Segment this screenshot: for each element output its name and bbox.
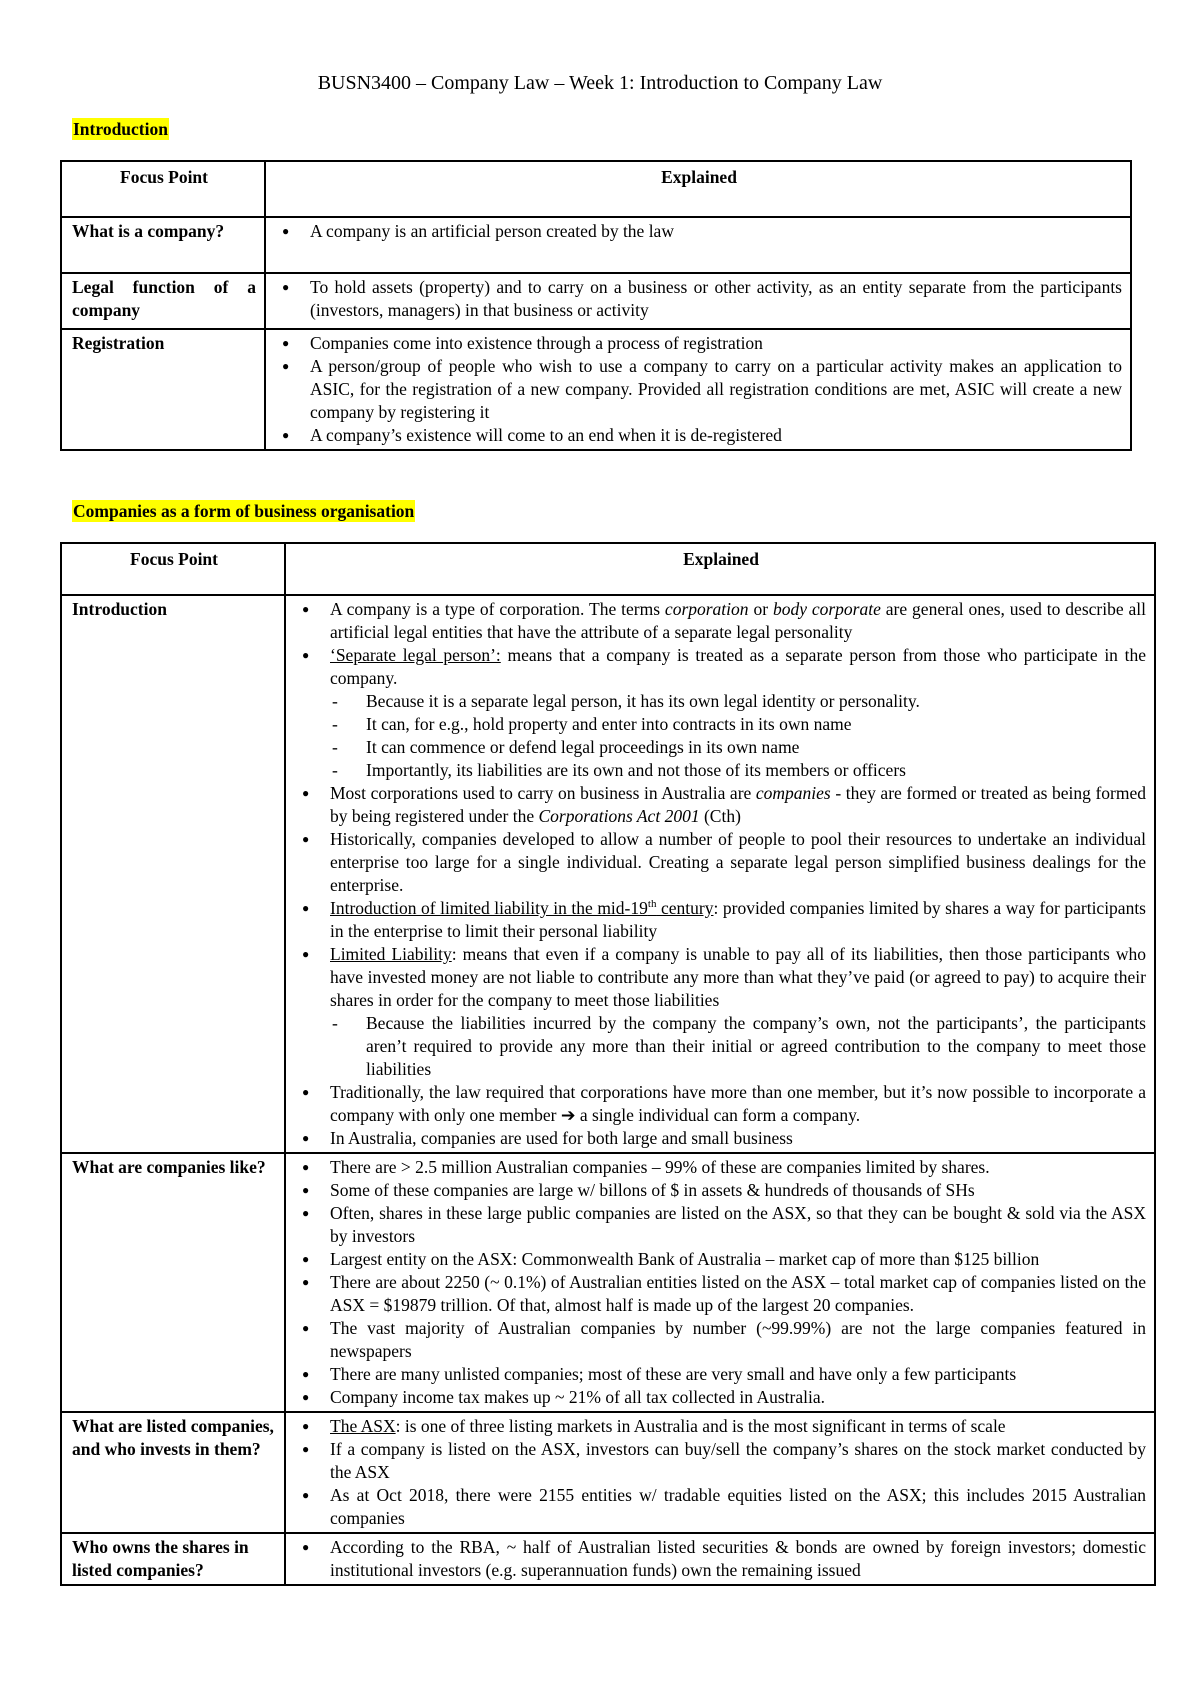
bullet-point: ● There are about 2250 (~ 0.1%) of Australian entities listed on the ASX – total market cap of companies listed on the ASX = $19879 trillion. Of that, almost half is made up of the largest 20 companies. — [296, 1271, 1146, 1317]
table-row — [61, 273, 1131, 329]
bullet-point: ● Limited Liability: means that even if a company is unable to pay all of its liabilities, then those participants who have invested money are not liable to contribute any more than what they’ve paid (or agreed to pay) to acquire their shares in order for the company to meet those liabilities - Because the liabilities incurred by the company the company’s own, not the participants’, the participants aren’t required to provide any more than their initial or agreed contribution to the company to meet those liabilities — [296, 943, 1146, 1081]
section-heading-introduction: Introduction — [73, 119, 168, 139]
bullet-point: ● As at Oct 2018, there were 2155 entities w/ tradable equities listed on the ASX; this includes 2015 Australian companies — [296, 1484, 1146, 1530]
bullet-point: ● Traditionally, the law required that corporations have more than one member, but it’s now possible to incorporate a company with only one member ➔ a single individual can form a company. — [296, 1081, 1146, 1127]
bullet-point: ● The vast majority of Australian companies by number (~99.99%) are not the large companies featured in newspapers — [296, 1317, 1146, 1363]
bullet-point: ● In Australia, companies are used for both large and small business — [296, 1127, 1146, 1150]
col-header-explained: Explained — [285, 543, 1155, 595]
bullet-point: ● If a company is listed on the ASX, investors can buy/sell the company’s shares on the stock market conducted by the ASX — [296, 1438, 1146, 1484]
sub-point: - It can commence or defend legal proceedings in its own name — [330, 736, 1146, 759]
bullet-point: ● A company is an artificial person created by the law — [276, 220, 1122, 243]
bullet-point: ● Company income tax makes up ~ 21% of all tax collected in Australia. — [296, 1386, 1146, 1409]
explained-cell — [265, 329, 1131, 450]
bullet-point: ● ‘Separate legal person’: means that a company is treated as a separate person from those who participate in the company. - Because it is a separate legal person, it has its own legal identity or personality. - It can, for e.g., hold property and enter into contracts in its own name - It can commence or defend legal proceedings in its own name - Importantly, its liabilities are its own and not those of its members or officers — [296, 644, 1146, 782]
focus-point-cell: What are companies like? — [61, 1153, 285, 1412]
focus-point-cell: Legal function of a company — [61, 273, 265, 329]
bullet-point: ● There are > 2.5 million Australian companies – 99% of these are companies limited by shares. — [296, 1156, 1146, 1179]
bullet-point: ● A company’s existence will come to an end when it is de-registered — [276, 424, 1122, 447]
bullet-point: ● Some of these companies are large w/ billons of $ in assets & hundreds of thousands of SHs — [296, 1179, 1146, 1202]
explained-cell — [285, 1153, 1155, 1412]
focus-point-cell: Registration — [61, 329, 265, 450]
bullet-point: ● To hold assets (property) and to carry on a business or other activity, as an entity separate from the participants (investors, managers) in that business or activity — [276, 276, 1122, 322]
bullet-point: ● There are many unlisted companies; most of these are very small and have only a few participants — [296, 1363, 1146, 1386]
bullet-point: ● Historically, companies developed to allow a number of people to pool their resources to undertake an individual enterprise too large for a single individual. Creating a separate legal person simplified business dealings for the enterprise. — [296, 828, 1146, 897]
focus-point-cell: Who owns the shares in listed companies? — [61, 1533, 285, 1585]
bullet-point: ● The ASX: is one of three listing markets in Australia and is the most significant in terms of scale — [296, 1415, 1146, 1438]
document-title: BUSN3400 – Company Law – Week 1: Introduction to Company Law — [317, 72, 883, 94]
col-header-explained: Explained — [265, 161, 1131, 217]
focus-point-cell: What are listed companies, and who invests in them? — [61, 1412, 285, 1533]
col-header-focus-point: Focus Point — [61, 543, 285, 595]
explained-cell — [265, 217, 1131, 273]
table-row — [61, 217, 1131, 273]
bullet-point: ● Most corporations used to carry on business in Australia are companies - they are formed or treated as being formed by being registered under the Corporations Act 2001 (Cth) — [296, 782, 1146, 828]
explained-cell — [265, 273, 1131, 329]
section-heading-business-organisation: Companies as a form of business organisation — [73, 501, 415, 521]
sub-point: - Because the liabilities incurred by the company the company’s own, not the participants’, the participants aren’t required to provide any more than their initial or agreed contribution to the company to meet those liabilities — [330, 1012, 1146, 1081]
bullet-point: ● Often, shares in these large public companies are listed on the ASX, so that they can be bought & sold via the ASX by investors — [296, 1202, 1146, 1248]
table-row — [61, 595, 1155, 1153]
explained-cell — [285, 1533, 1155, 1585]
bullet-point: ● Largest entity on the ASX: Commonwealth Bank of Australia – market cap of more than $125 billion — [296, 1248, 1146, 1271]
explained-cell — [285, 595, 1155, 1153]
table-row — [61, 1412, 1155, 1533]
introduction-table — [60, 160, 1132, 451]
table-row — [61, 1533, 1155, 1585]
sub-point: - It can, for e.g., hold property and enter into contracts in its own name — [330, 713, 1146, 736]
arrow-right-icon: ➔ — [560, 1105, 576, 1125]
focus-point-cell: Introduction — [61, 595, 285, 1153]
bullet-point: ● According to the RBA, ~ half of Australian listed securities & bonds are owned by foreign investors; domestic institutional investors (e.g. superannuation funds) own the remaining issued — [296, 1536, 1146, 1582]
table-row — [61, 329, 1131, 450]
sub-point: - Importantly, its liabilities are its own and not those of its members or officers — [330, 759, 1146, 782]
explained-cell — [285, 1412, 1155, 1533]
business-organisation-table — [60, 542, 1156, 1586]
bullet-point: ● A person/group of people who wish to use a company to carry on a particular activity makes an application to ASIC, for the registration of a new company. Provided all registration conditions are met, ASIC will create a new company by registering it — [276, 355, 1122, 424]
bullet-point: ● Introduction of limited liability in the mid-19th century: provided companies limited by shares a way for participants in the enterprise to limit their personal liability — [296, 897, 1146, 943]
col-header-focus-point: Focus Point — [61, 161, 265, 217]
focus-point-cell: What is a company? — [61, 217, 265, 273]
bullet-point: ● A company is a type of corporation. The terms corporation or body corporate are general ones, used to describe all artificial legal entities that have the attribute of a separate legal personality — [296, 598, 1146, 644]
table-row — [61, 1153, 1155, 1412]
sub-point: - Because it is a separate legal person, it has its own legal identity or personality. — [330, 690, 1146, 713]
bullet-point: ● Companies come into existence through a process of registration — [276, 332, 1122, 355]
